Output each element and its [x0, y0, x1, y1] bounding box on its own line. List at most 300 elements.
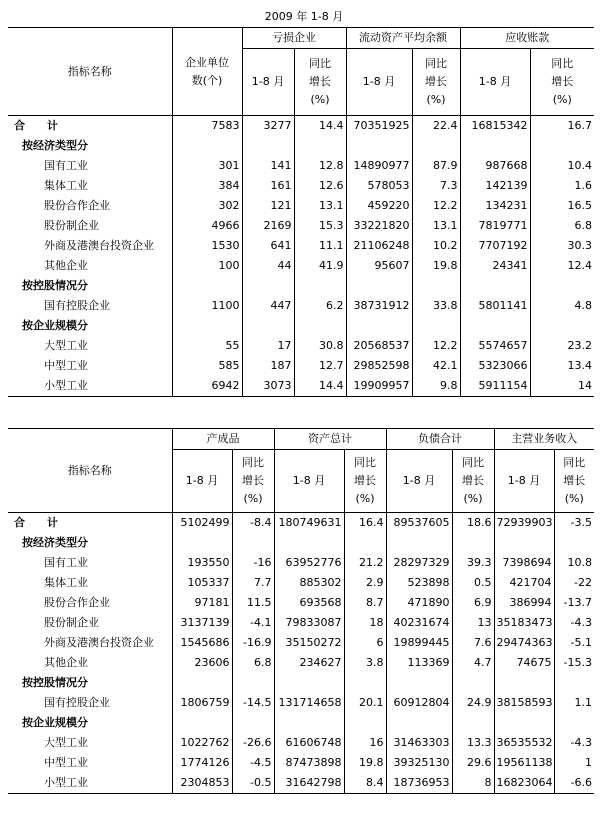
table-cell: 36535532 [494, 733, 554, 753]
table-cell: 2.9 [344, 573, 386, 593]
table-cell [344, 533, 386, 553]
column-group-current-assets: 流动资产平均余额 [346, 28, 460, 49]
table-cell: 24.9 [452, 693, 494, 713]
table-cell: 1 [554, 753, 594, 773]
table-cell: 6.8 [232, 653, 274, 673]
table-cell: 987668 [460, 156, 530, 176]
total-row [8, 116, 594, 137]
table-cell [232, 673, 274, 693]
growth-line2: 增长 [551, 75, 574, 88]
table-cell: 74675 [494, 653, 554, 673]
table-cell: 33221820 [346, 216, 412, 236]
table-row [8, 376, 594, 397]
column-header-enterprise-count [172, 28, 242, 116]
enterprise-count-line2: 数(个) [191, 73, 223, 87]
row-label: 外商及港澳台投资企业 [44, 636, 154, 649]
table-cell: 55 [172, 336, 242, 356]
table-cell: 13.1 [412, 216, 460, 236]
table-cell: 21106248 [346, 236, 412, 256]
table-cell: 13.4 [530, 356, 594, 376]
table-cell: 12.7 [294, 356, 346, 376]
table-cell: 16815342 [460, 116, 530, 137]
table-cell: -16 [232, 553, 274, 573]
table-cell: 1545686 [172, 633, 232, 653]
table-cell [294, 136, 346, 156]
table-cell: 693568 [274, 593, 344, 613]
table-cell [232, 713, 274, 733]
row-label: 合 计 [14, 516, 58, 529]
row-label: 按企业规模分 [22, 716, 88, 729]
table-cell: 14 [530, 376, 594, 397]
growth-line2: 增长 [563, 474, 586, 487]
table-cell: 12.8 [294, 156, 346, 176]
growth-line3: (%) [426, 93, 446, 106]
table-cell: 19561138 [494, 753, 554, 773]
table-cell: 6.8 [530, 216, 594, 236]
table-cell [554, 533, 594, 553]
table-cell: 87.9 [412, 156, 460, 176]
table-cell: 180749631 [274, 513, 344, 534]
table-cell: 193550 [172, 553, 232, 573]
table-cell: 72939903 [494, 513, 554, 534]
group-header-row [8, 533, 594, 553]
table-cell [344, 713, 386, 733]
table-cell: 6.2 [294, 296, 346, 316]
table-cell [172, 316, 242, 336]
enterprise-count-line1: 企业单位 [185, 55, 229, 69]
group-header-row [8, 136, 594, 156]
table-cell: 18736953 [386, 773, 452, 794]
table-cell: 113369 [386, 653, 452, 673]
table-cell [494, 673, 554, 693]
table-cell: 161 [242, 176, 294, 196]
table-cell: 2304853 [172, 773, 232, 794]
table-cell: 523898 [386, 573, 452, 593]
column-header-indicator: 指标名称 [8, 28, 172, 116]
table-row [8, 336, 594, 356]
table-cell: 187 [242, 356, 294, 376]
table-cell: 38731912 [346, 296, 412, 316]
table-cell: 386994 [494, 593, 554, 613]
table-cell: 3277 [242, 116, 294, 137]
table-cell: 40231674 [386, 613, 452, 633]
table-cell [172, 673, 232, 693]
table-cell: 100 [172, 256, 242, 276]
table-cell: 17 [242, 336, 294, 356]
table-cell [346, 276, 412, 296]
table-cell: 885302 [274, 573, 344, 593]
table-cell: 4966 [172, 216, 242, 236]
table-cell [554, 713, 594, 733]
row-label: 按企业规模分 [22, 319, 88, 332]
table-cell [274, 713, 344, 733]
table-row [8, 236, 594, 256]
table-cell: 39.3 [452, 553, 494, 573]
table-cell: -22 [554, 573, 594, 593]
row-label: 小型工业 [8, 773, 172, 794]
table-row [8, 256, 594, 276]
table-cell [452, 533, 494, 553]
table-cell: 6942 [172, 376, 242, 397]
growth-line2: 增长 [354, 474, 376, 487]
table-cell: 8 [452, 773, 494, 794]
table-cell: 447 [242, 296, 294, 316]
table-cell: 12.6 [294, 176, 346, 196]
row-label: 合 计 [14, 119, 58, 132]
sub-header-growth [452, 450, 494, 513]
table-cell: 23606 [172, 653, 232, 673]
table-cell: 63952776 [274, 553, 344, 573]
table-cell [172, 136, 242, 156]
growth-line1: 同比 [563, 456, 586, 469]
table-cell: -4.3 [554, 733, 594, 753]
table-cell: 14.4 [294, 376, 346, 397]
table-cell [452, 673, 494, 693]
table-cell [460, 316, 530, 336]
table-cell: 7398694 [494, 553, 554, 573]
table-cell [412, 276, 460, 296]
table-cell: -16.9 [232, 633, 274, 653]
table-cell: 7.3 [412, 176, 460, 196]
column-header-indicator: 指标名称 [8, 429, 172, 513]
table-cell: 585 [172, 356, 242, 376]
table-cell: 13 [452, 613, 494, 633]
table-row [8, 196, 594, 216]
row-label: 其他企业 [44, 259, 88, 272]
table-cell: 22.4 [412, 116, 460, 137]
table-cell: 39325130 [386, 753, 452, 773]
table-cell: 1.1 [554, 693, 594, 713]
row-label: 股份制企业 [44, 219, 99, 232]
table-cell: 19.8 [344, 753, 386, 773]
sub-header-growth [554, 450, 594, 513]
column-group-loss-enterprises: 亏损企业 [242, 28, 346, 49]
row-label: 国有工业 [44, 159, 88, 172]
row-label: 国有控股企业 [44, 696, 110, 709]
table-cell [452, 713, 494, 733]
table-cell: 16823064 [494, 773, 554, 794]
table-cell: 41.9 [294, 256, 346, 276]
table-cell [274, 533, 344, 553]
table-cell: 97181 [172, 593, 232, 613]
table-row [8, 356, 594, 376]
table-cell: 12.2 [412, 196, 460, 216]
group-header-row [8, 276, 594, 296]
table-cell [412, 136, 460, 156]
table-cell: 11.5 [232, 593, 274, 613]
table-row [8, 573, 594, 593]
row-label: 集体工业 [44, 576, 88, 589]
table-cell [172, 533, 232, 553]
table-row [8, 216, 594, 236]
table-cell: 95607 [346, 256, 412, 276]
row-label: 中型工业 [44, 359, 88, 372]
table-cell: 6.9 [452, 593, 494, 613]
table-cell: 641 [242, 236, 294, 256]
row-label: 小型工业 [8, 376, 172, 397]
sub-header-growth [232, 450, 274, 513]
table-cell: 15.3 [294, 216, 346, 236]
table-cell: 2169 [242, 216, 294, 236]
table-cell [346, 316, 412, 336]
table-cell: -4.1 [232, 613, 274, 633]
table-cell: 89537605 [386, 513, 452, 534]
table-cell: 29852598 [346, 356, 412, 376]
table-cell: 1530 [172, 236, 242, 256]
growth-line1: 同比 [309, 57, 331, 70]
table-row [8, 613, 594, 633]
table-cell [232, 533, 274, 553]
table-cell: 5574657 [460, 336, 530, 356]
table-cell [554, 673, 594, 693]
sub-header-period: 1-8 月 [460, 49, 530, 116]
growth-line2: 增长 [425, 75, 447, 88]
table-cell: 29474363 [494, 633, 554, 653]
table-cell: -13.7 [554, 593, 594, 613]
table-cell [386, 533, 452, 553]
table-cell: 3137139 [172, 613, 232, 633]
table-cell: -4.5 [232, 753, 274, 773]
table-cell: 7707192 [460, 236, 530, 256]
sub-header-period: 1-8 月 [386, 450, 452, 513]
table-cell: -3.5 [554, 513, 594, 534]
table-cell: 1100 [172, 296, 242, 316]
growth-line3: (%) [243, 492, 263, 505]
table-row [8, 296, 594, 316]
table-cell: 33.8 [412, 296, 460, 316]
sub-header-growth [344, 450, 386, 513]
table-cell: 16.5 [530, 196, 594, 216]
table-cell [346, 136, 412, 156]
row-label: 按经济类型分 [22, 139, 88, 152]
growth-line1: 同比 [425, 57, 447, 70]
sub-header-period: 1-8 月 [242, 49, 294, 116]
table-cell: 18.6 [452, 513, 494, 534]
growth-line1: 同比 [551, 57, 574, 70]
table-cell: 12.4 [530, 256, 594, 276]
table-cell: 10.8 [554, 553, 594, 573]
table-row [8, 633, 594, 653]
table-cell: 141 [242, 156, 294, 176]
table-cell: 578053 [346, 176, 412, 196]
table-cell: 35183473 [494, 613, 554, 633]
table-cell: 10.4 [530, 156, 594, 176]
growth-line2: 增长 [309, 75, 331, 88]
table-cell: 13.3 [452, 733, 494, 753]
table-cell: -8.4 [232, 513, 274, 534]
row-label: 国有控股企业 [44, 299, 110, 312]
table-cell [172, 276, 242, 296]
table-finance-indicators [8, 428, 594, 794]
column-group-total-assets: 资产总计 [274, 429, 386, 450]
table-cell: 60912804 [386, 693, 452, 713]
table-cell [494, 713, 554, 733]
table-cell: 1774126 [172, 753, 232, 773]
table-row [8, 156, 594, 176]
row-label: 按控股情况分 [22, 279, 88, 292]
row-label: 集体工业 [44, 179, 88, 192]
table-cell: 20568537 [346, 336, 412, 356]
table-cell: 459220 [346, 196, 412, 216]
table-cell: 70351925 [346, 116, 412, 137]
table-cell: 30.8 [294, 336, 346, 356]
group-header-row [8, 713, 594, 733]
table-cell: 16.7 [530, 116, 594, 137]
table-cell: 302 [172, 196, 242, 216]
table-cell: 384 [172, 176, 242, 196]
table-cell: 7.7 [232, 573, 274, 593]
table-row [8, 593, 594, 613]
table-cell: 38158593 [494, 693, 554, 713]
row-label: 按控股情况分 [22, 676, 88, 689]
row-label: 国有工业 [44, 556, 88, 569]
row-label: 中型工业 [44, 756, 88, 769]
growth-line1: 同比 [354, 456, 376, 469]
table-cell [530, 316, 594, 336]
table-cell: 35150272 [274, 633, 344, 653]
table-cell [494, 533, 554, 553]
table-cell: -14.5 [232, 693, 274, 713]
table-row [8, 653, 594, 673]
table-cell [460, 136, 530, 156]
table-cell: 3073 [242, 376, 294, 397]
table-cell: 20.1 [344, 693, 386, 713]
table-cell: 5801141 [460, 296, 530, 316]
table-cell: 9.8 [412, 376, 460, 397]
growth-line3: (%) [552, 93, 572, 106]
table-cell: 234627 [274, 653, 344, 673]
row-label: 外商及港澳台投资企业 [44, 239, 154, 252]
table-cell: 11.1 [294, 236, 346, 256]
sub-header-period: 1-8 月 [494, 450, 554, 513]
table-cell [412, 316, 460, 336]
growth-line1: 同比 [242, 456, 264, 469]
table-cell: 44 [242, 256, 294, 276]
growth-line3: (%) [564, 492, 584, 505]
table-body [8, 116, 594, 397]
table-cell: 121 [242, 196, 294, 216]
row-label: 股份合作企业 [44, 199, 110, 212]
table-cell: 61606748 [274, 733, 344, 753]
table-cell: 471890 [386, 593, 452, 613]
table-cell [274, 673, 344, 693]
table-cell: 13.1 [294, 196, 346, 216]
table-cell: 87473898 [274, 753, 344, 773]
sub-header-growth [412, 49, 460, 116]
table-row [8, 773, 594, 794]
growth-line3: (%) [355, 492, 375, 505]
table-cell [386, 673, 452, 693]
table-caption: 2009 年 1-8 月 [264, 10, 344, 23]
table-cell: 18 [344, 613, 386, 633]
table-cell: 7583 [172, 116, 242, 137]
table-cell: 30.3 [530, 236, 594, 256]
table-cell: 19899445 [386, 633, 452, 653]
table-cell: 1022762 [172, 733, 232, 753]
row-label: 大型工业 [44, 736, 88, 749]
table-cell: 134231 [460, 196, 530, 216]
table-cell: 8.4 [344, 773, 386, 794]
growth-line1: 同比 [462, 456, 484, 469]
table-cell: 23.2 [530, 336, 594, 356]
table-cell: 142139 [460, 176, 530, 196]
sub-header-period: 1-8 月 [274, 450, 344, 513]
sub-header-period: 1-8 月 [172, 450, 232, 513]
row-label: 按经济类型分 [22, 536, 88, 549]
table-cell: -6.6 [554, 773, 594, 794]
table-cell: -15.3 [554, 653, 594, 673]
group-header-row [8, 673, 594, 693]
table-row [8, 176, 594, 196]
growth-line2: 增长 [242, 474, 264, 487]
table-cell: 7819771 [460, 216, 530, 236]
table-row [8, 753, 594, 773]
table-cell: -0.5 [232, 773, 274, 794]
table-cell [294, 316, 346, 336]
table-cell: 5911154 [460, 376, 530, 397]
table-cell: 301 [172, 156, 242, 176]
table-cell: 8.7 [344, 593, 386, 613]
table-cell [242, 136, 294, 156]
table-cell: 19909957 [346, 376, 412, 397]
column-group-receivables: 应收账款 [460, 28, 594, 49]
table-cell: 14.4 [294, 116, 346, 137]
table-cell: 29.6 [452, 753, 494, 773]
table-cell: 131714658 [274, 693, 344, 713]
table-cell: 1806759 [172, 693, 232, 713]
table-cell: -4.3 [554, 613, 594, 633]
table-cell: 12.2 [412, 336, 460, 356]
table-cell [344, 673, 386, 693]
column-group-main-revenue: 主营业务收入 [494, 429, 594, 450]
table-cell: 16 [344, 733, 386, 753]
sub-header-growth [530, 49, 594, 116]
row-label: 其他企业 [44, 656, 88, 669]
table-cell: 28297329 [386, 553, 452, 573]
sub-header-period: 1-8 月 [346, 49, 412, 116]
growth-line2: 增长 [462, 474, 484, 487]
row-label: 大型工业 [44, 339, 88, 352]
table-row [8, 733, 594, 753]
table-loss-enterprises [8, 27, 594, 397]
column-group-total-liabilities: 负债合计 [386, 429, 494, 450]
table-cell: 0.5 [452, 573, 494, 593]
growth-line3: (%) [463, 492, 483, 505]
row-label: 股份制企业 [44, 616, 99, 629]
table-cell: 4.8 [530, 296, 594, 316]
table-cell: 105337 [172, 573, 232, 593]
table-cell [294, 276, 346, 296]
table-cell [172, 713, 232, 733]
table-cell [530, 136, 594, 156]
growth-line3: (%) [310, 93, 330, 106]
row-label: 股份合作企业 [44, 596, 110, 609]
table-cell: 5323066 [460, 356, 530, 376]
table-cell [242, 276, 294, 296]
table-cell [460, 276, 530, 296]
table-cell: 16.4 [344, 513, 386, 534]
table-cell: 421704 [494, 573, 554, 593]
table-cell: 10.2 [412, 236, 460, 256]
table-cell [242, 316, 294, 336]
group-header-row [8, 316, 594, 336]
table-cell: 1.6 [530, 176, 594, 196]
table-cell [530, 276, 594, 296]
table-cell: 79833087 [274, 613, 344, 633]
table-cell: 19.8 [412, 256, 460, 276]
table-cell: 7.6 [452, 633, 494, 653]
table-cell: 31463303 [386, 733, 452, 753]
